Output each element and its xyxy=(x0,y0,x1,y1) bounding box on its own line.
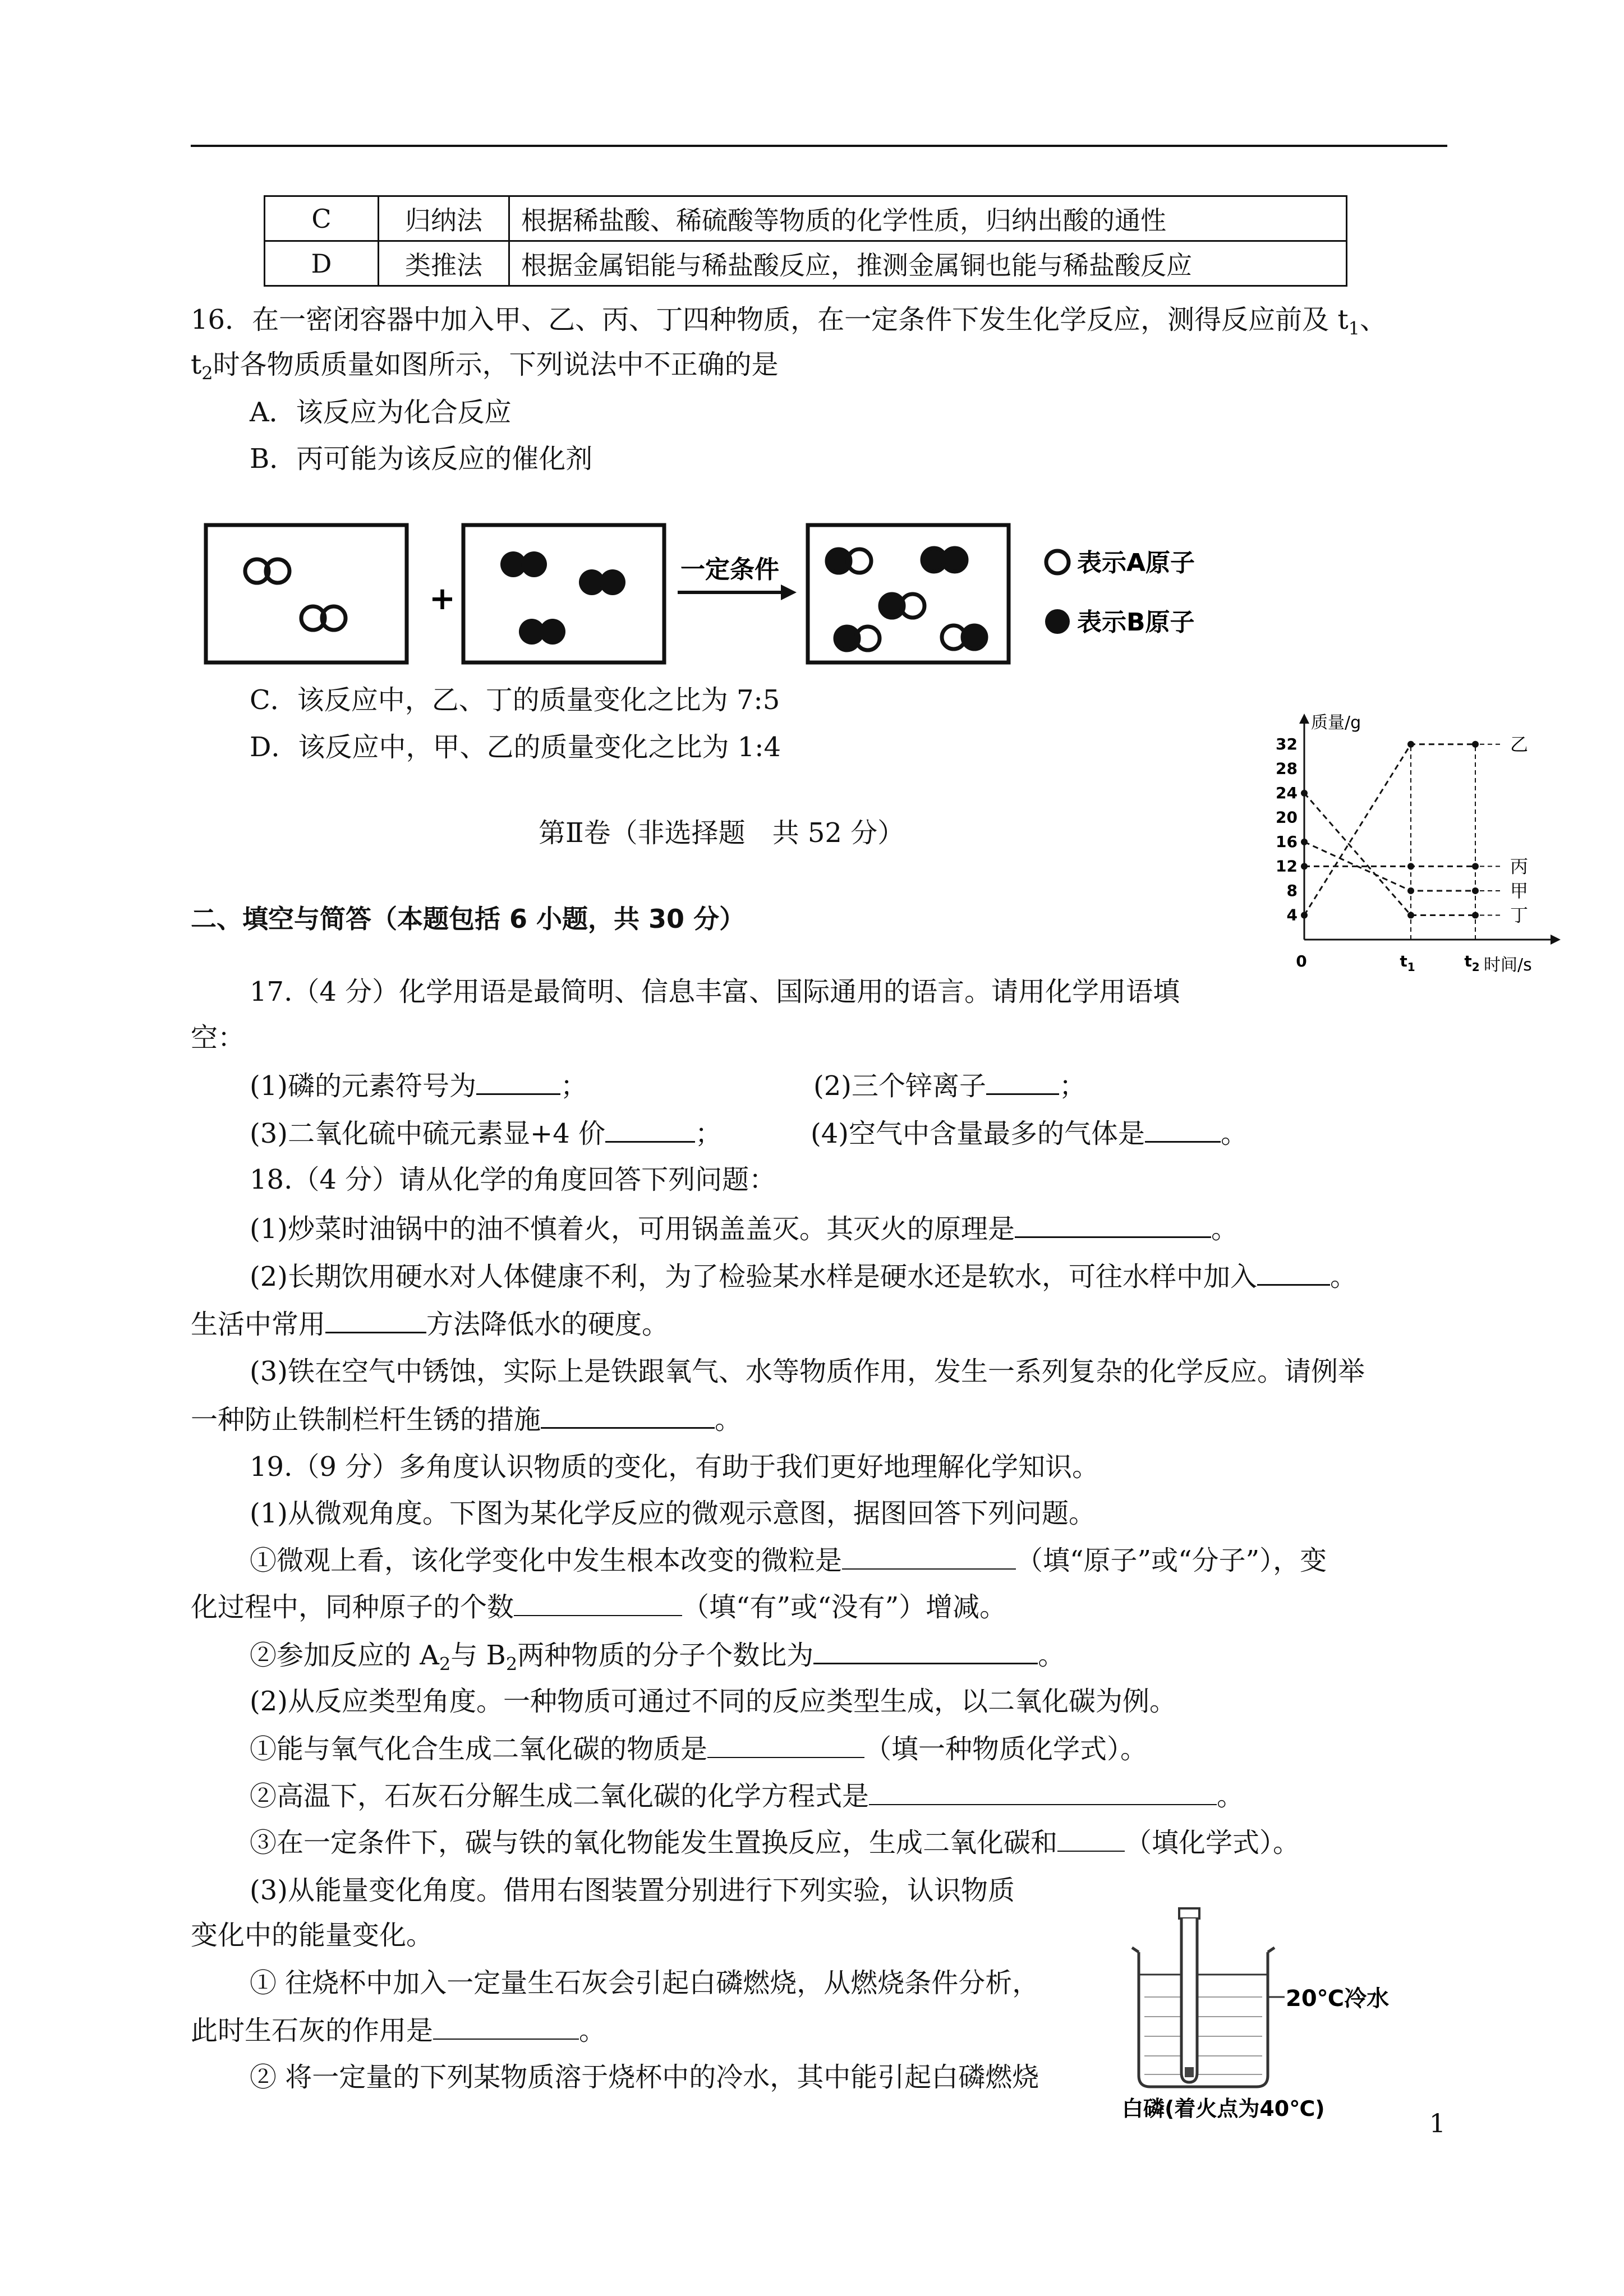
subscript: 2 xyxy=(201,362,213,384)
table-cell: 根据金属铝能与稀盐酸反应，推测金属铜也能与稀盐酸反应 xyxy=(509,241,1347,286)
q17-item2 xyxy=(813,1069,1086,1103)
answer-blank[interactable] xyxy=(1145,1116,1221,1143)
series-line xyxy=(1304,744,1475,915)
q19-part3-q2: ② 将一定量的下列某物质溶于烧杯中的冷水，其中能引起白磷燃烧 xyxy=(250,2062,1039,2093)
beaker xyxy=(1139,1952,1268,2087)
text: ③在一定条件下，碳与铁的氧化物能发生置换反应，生成二氧化碳和 xyxy=(250,1827,1058,1858)
data-point xyxy=(1301,790,1308,797)
x-axis-label: 时间/s xyxy=(1484,955,1532,975)
text: （填“有”或“没有”）增减。 xyxy=(682,1591,1007,1623)
q17-stem-cont: 空： xyxy=(191,1022,245,1053)
water-lines xyxy=(1144,1997,1262,2074)
q18-item3: (3)铁在空气中锈蚀，实际上是铁跟氧气、水等物质作用，发生一系列复杂的化学反应。请例举 xyxy=(250,1356,1365,1387)
reactant-box-b xyxy=(463,525,664,662)
chart-ticks xyxy=(1276,735,1480,974)
text: 与 B xyxy=(450,1640,506,1671)
text: 。 xyxy=(1211,1213,1239,1245)
text: (4)空气中含量最多的气体是 xyxy=(811,1118,1145,1149)
text: 。 xyxy=(1038,1640,1065,1671)
q17-item3 xyxy=(250,1116,722,1151)
arrow-head-icon xyxy=(781,585,797,600)
answer-blank[interactable] xyxy=(842,1544,1016,1570)
series-label: 丙 xyxy=(1510,855,1529,877)
series-label: 乙 xyxy=(1510,733,1529,755)
table-cell: 根据稀盐酸、稀硫酸等物质的化学性质，归纳出酸的通性 xyxy=(509,196,1347,241)
white-phosphorus xyxy=(1185,2067,1194,2077)
table-row xyxy=(265,241,1347,286)
q19-part3: (3)从能量变化角度。借用右图装置分别进行下列实验，认识物质 xyxy=(250,1875,1015,1906)
part2-title: 第Ⅱ卷（非选择题 共 52 分） xyxy=(539,817,905,849)
q19-part3-q1: ① 往烧杯中加入一定量生石灰会引起白磷燃烧，从燃烧条件分析， xyxy=(250,1967,1039,1999)
text: (2)三个锌离子 xyxy=(813,1070,986,1102)
legend-a-text: 表示A原子 xyxy=(1077,549,1195,577)
table-cell: D xyxy=(265,241,379,286)
q19-part2-q3 xyxy=(250,1826,1300,1860)
beaker-lip xyxy=(1132,1948,1275,1952)
water-label: 20℃冷水 xyxy=(1286,1986,1390,2012)
q16-stem-line1 xyxy=(191,303,1387,346)
text: 此时生石灰的作用是 xyxy=(191,2015,434,2046)
text: 时各物质质量如图所示，下列说法中不正确的是 xyxy=(213,349,779,380)
subscript: 1 xyxy=(1348,318,1360,339)
header-rule xyxy=(191,145,1447,147)
text: 化过程中，同种原子的个数 xyxy=(191,1591,514,1623)
phosphorus-label: 白磷(着火点为40℃) xyxy=(1122,2096,1325,2121)
answer-blank[interactable] xyxy=(1057,1826,1125,1852)
answer-blank[interactable] xyxy=(605,1116,695,1143)
text: 16．在一密闭容器中加入甲、乙、丙、丁四种物质，在一定条件下发生化学反应，测得反应前及 t xyxy=(191,304,1349,335)
q19-part1-q1-cont xyxy=(191,1590,1006,1624)
y-axis-label: 质量/g xyxy=(1311,713,1361,733)
answer-blank[interactable] xyxy=(813,1638,1038,1664)
text: （填化学式）。 xyxy=(1125,1827,1300,1858)
atom-b-legend-icon xyxy=(1045,609,1070,634)
text: 。 xyxy=(1217,1780,1244,1812)
q17-stem: 17.（4 分）化学用语是最简明、信息丰富、国际通用的语言。请用化学用语填 xyxy=(250,976,1180,1007)
q18-item1 xyxy=(250,1212,1238,1246)
data-point xyxy=(1407,741,1414,748)
q16-option-d: D．该反应中，甲、乙的质量变化之比为 1:4 xyxy=(250,731,781,763)
answer-blank[interactable] xyxy=(476,1069,560,1095)
table-row xyxy=(265,196,1347,241)
q19-part3-q1-cont xyxy=(191,2014,606,2047)
reactant-box-a xyxy=(206,525,407,662)
text: (1)磷的元素符号为 xyxy=(250,1070,476,1102)
text: (1)炒菜时油锅中的油不慎着火，可用锅盖盖灭。其灭火的原理是 xyxy=(250,1213,1015,1245)
b2-molecules xyxy=(500,551,625,645)
page-number: 1 xyxy=(1429,2108,1446,2138)
mass-time-chart xyxy=(1262,712,1576,999)
text: (2)长期饮用硬水对人体健康不利，为了检验某水样是硬水还是软水，可往水样中加入 xyxy=(250,1261,1257,1292)
text: 。 xyxy=(1221,1118,1248,1149)
q19-part2-q2 xyxy=(250,1779,1244,1813)
y-tick-label: 24 xyxy=(1276,783,1298,802)
subscript: 2 xyxy=(439,1653,451,1675)
data-point xyxy=(1407,863,1414,869)
series-label: 丁 xyxy=(1510,904,1529,926)
table-cell: 类推法 xyxy=(379,241,509,286)
q19-part2-q1 xyxy=(250,1732,1147,1766)
q19-part1: (1)从微观角度。下图为某化学反应的微观示意图，据图回答下列问题。 xyxy=(250,1498,1096,1529)
y-tick-label: 32 xyxy=(1276,734,1298,753)
y-tick-label: 28 xyxy=(1276,759,1298,778)
data-point xyxy=(1301,863,1308,869)
q17-item1 xyxy=(250,1069,587,1103)
text: ； xyxy=(695,1118,723,1149)
data-point xyxy=(1407,887,1414,894)
text: ②高温下，石灰石分解生成二氧化碳的化学方程式是 xyxy=(250,1780,869,1812)
text: 方法降低水的硬度。 xyxy=(426,1309,669,1340)
q19-part1-q1 xyxy=(250,1544,1327,1577)
answer-blank[interactable] xyxy=(433,2014,579,2040)
subscript: 2 xyxy=(505,1653,518,1675)
answer-blank[interactable] xyxy=(541,1402,715,1429)
method-table xyxy=(264,195,1347,287)
y-tick-label: 4 xyxy=(1286,905,1298,924)
table-cell: 归纳法 xyxy=(379,196,509,241)
x-axis-arrow-icon xyxy=(1551,935,1561,945)
plus-sign: + xyxy=(429,581,456,617)
stopper xyxy=(1179,1908,1199,1918)
q18-stem: 18.（4 分）请从化学的角度回答下列问题： xyxy=(250,1164,776,1195)
text: 两种物质的分子个数比为 xyxy=(517,1640,814,1671)
table-cell: C xyxy=(265,196,379,241)
text: （填一种物质化学式）。 xyxy=(864,1733,1148,1765)
atom-a-legend-icon xyxy=(1046,551,1069,573)
chart-series xyxy=(1301,734,1528,926)
answer-blank[interactable] xyxy=(869,1779,1217,1805)
text: ； xyxy=(1059,1070,1087,1102)
text: ①能与氧气化合生成二氧化碳的物质是 xyxy=(250,1733,708,1765)
q18-item2-cont xyxy=(191,1307,669,1341)
answer-blank[interactable] xyxy=(325,1307,426,1333)
q19-stem: 19.（9 分）多角度认识物质的变化，有助于我们更好地理解化学知识。 xyxy=(250,1451,1099,1483)
text: 、 xyxy=(1360,304,1387,335)
y-tick-label: 12 xyxy=(1276,857,1298,876)
q18-item2 xyxy=(250,1259,1357,1294)
answer-blank[interactable] xyxy=(986,1069,1059,1095)
y-tick-label: 16 xyxy=(1276,832,1298,851)
beaker-diagram xyxy=(1116,1907,1436,2123)
data-point xyxy=(1472,912,1479,918)
text: ； xyxy=(560,1070,588,1102)
q17-item4 xyxy=(811,1116,1248,1151)
q19-part2: (2)从反应类型角度。一种物质可通过不同的反应类型生成，以二氧化碳为例。 xyxy=(250,1686,1176,1717)
data-point xyxy=(1472,863,1479,869)
q16-option-a: A．该反应为化合反应 xyxy=(250,397,512,428)
reaction-diagram xyxy=(202,516,1251,673)
legend-b-text: 表示B原子 xyxy=(1077,608,1195,637)
data-point xyxy=(1301,912,1308,918)
q16-option-c: C．该反应中，乙、丁的质量变化之比为 7:5 xyxy=(250,684,780,716)
text: (3)二氧化硫中硫元素显+4 价 xyxy=(250,1118,606,1149)
text: 生活中常用 xyxy=(191,1309,326,1340)
text: 一种防止铁制栏杆生锈的措施 xyxy=(191,1404,541,1435)
answer-blank[interactable] xyxy=(1015,1212,1211,1238)
series-line xyxy=(1304,793,1475,915)
data-point xyxy=(1472,741,1479,748)
data-point xyxy=(1407,912,1414,918)
q18-item3-cont xyxy=(191,1402,742,1437)
text: ②参加反应的 A xyxy=(250,1640,439,1671)
a2-molecules xyxy=(245,559,346,630)
data-point xyxy=(1472,887,1479,894)
reaction-condition: 一定条件 xyxy=(680,555,779,584)
y-tick-label: 20 xyxy=(1276,808,1298,827)
text: ①微观上看，该化学变化中发生根本改变的微粒是 xyxy=(250,1545,843,1576)
answer-blank[interactable] xyxy=(514,1590,682,1616)
x-tick-label: 0 xyxy=(1296,952,1307,970)
q16-option-b: B．丙可能为该反应的催化剂 xyxy=(250,443,593,475)
y-tick-label: 8 xyxy=(1286,881,1298,900)
text: 。 xyxy=(715,1404,742,1435)
q19-part3-cont: 变化中的能量变化。 xyxy=(191,1920,434,1951)
text: 。 xyxy=(579,2015,606,2046)
x-tick-label: $t_2$ xyxy=(1464,952,1480,974)
test-tube xyxy=(1181,1918,1197,2082)
text: 。 xyxy=(1330,1261,1358,1292)
section-heading: 二、填空与简答（本题包括 6 小题，共 30 分） xyxy=(191,904,746,934)
product-molecules xyxy=(827,548,986,650)
q19-part1-q2 xyxy=(250,1638,1065,1681)
y-axis-arrow-icon xyxy=(1299,714,1309,724)
data-point xyxy=(1301,839,1308,845)
text: （填“原子”或“分子”），变 xyxy=(1016,1545,1327,1576)
series-label: 甲 xyxy=(1510,880,1529,901)
answer-blank[interactable] xyxy=(707,1732,864,1758)
q16-stem-line2 xyxy=(191,348,779,390)
x-tick-label: $t_1$ xyxy=(1400,952,1415,974)
answer-blank[interactable] xyxy=(1257,1259,1330,1286)
text: t xyxy=(191,349,202,380)
